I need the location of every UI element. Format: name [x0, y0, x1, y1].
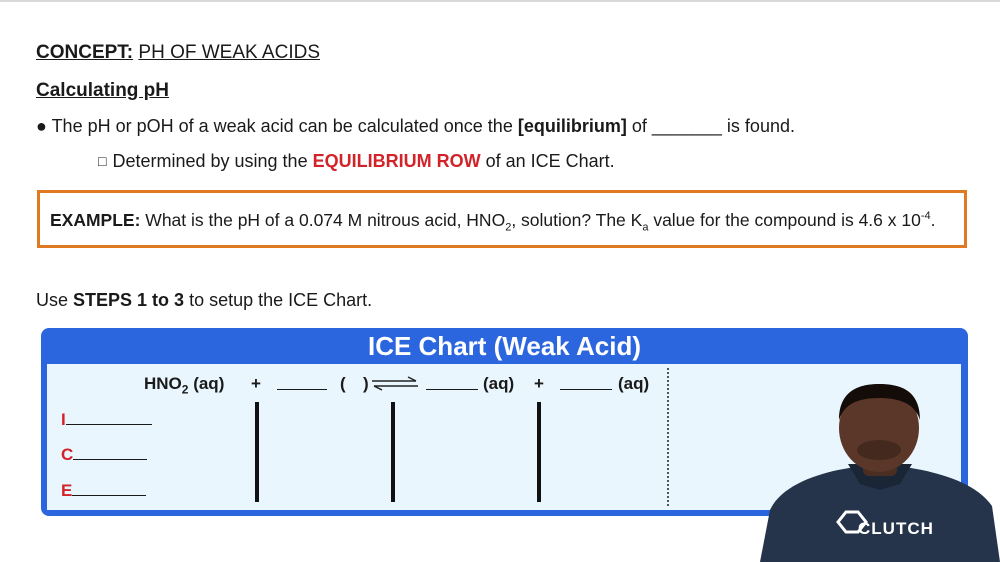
- section-subheading: Calculating pH: [36, 80, 170, 101]
- example-text: [50, 210, 936, 234]
- bullet-marker: ●: [36, 116, 47, 136]
- column-divider-1: [255, 402, 259, 502]
- row-change: [61, 445, 147, 465]
- product-1-blank: [426, 374, 478, 395]
- example-box: [37, 190, 967, 248]
- example-text-3: value for the compound is 4.6 x 10: [648, 210, 921, 230]
- equilibrium-row-highlight: EQUILIBRIUM ROW: [312, 151, 481, 171]
- bullet-point: [36, 116, 795, 137]
- product-2-blank: [560, 374, 612, 395]
- plus-sign-2: +: [534, 374, 544, 393]
- steps-suffix: to setup the ICE Chart.: [184, 290, 373, 310]
- concept-heading: [36, 42, 320, 64]
- reactant-subscript: 2: [181, 382, 189, 397]
- steps-bold: STEPS 1 to 3: [73, 290, 185, 310]
- equilibrium-arrows-icon: [370, 376, 420, 392]
- plus-sign-1: +: [251, 374, 261, 393]
- column-divider-2: [391, 402, 395, 502]
- clutch-logo-text: CLUTCH: [858, 519, 934, 538]
- product-1-state: (aq): [483, 374, 515, 393]
- example-sub-2: 2: [505, 221, 512, 234]
- reactant-formula: HNO: [144, 374, 182, 393]
- example-label: EXAMPLE:: [50, 210, 141, 230]
- checkbox-marker-icon: □: [98, 153, 107, 169]
- row-equilibrium-label: E: [61, 481, 73, 500]
- example-text-2: , solution? The K: [511, 210, 643, 230]
- concept-label: CONCEPT:: [36, 42, 134, 63]
- reactant-state: (aq): [188, 374, 225, 393]
- water-paren-close: ): [363, 374, 369, 393]
- ice-chart-title: ICE Chart (Weak Acid): [367, 331, 642, 361]
- reactant-label: [144, 374, 224, 396]
- row-change-label: C: [61, 445, 74, 464]
- example-text-1: What is the pH of a 0.074 M nitrous acid, HNO: [140, 210, 506, 230]
- sub-bullet-point: [98, 151, 615, 172]
- column-divider-3: [537, 402, 541, 502]
- row-equilibrium: [61, 481, 146, 501]
- sub-bullet-text-after: of an ICE Chart.: [480, 151, 615, 171]
- concept-title: PH OF WEAK ACIDS: [138, 42, 320, 63]
- dotted-divider: [667, 368, 669, 506]
- example-exponent: -4: [920, 210, 931, 223]
- water-blank: [277, 374, 327, 395]
- sub-bullet-text-before: Determined by using the: [112, 151, 313, 171]
- bullet-text-before: The pH or pOH of a weak acid can be calculated once the: [51, 116, 518, 136]
- top-divider: [0, 0, 1000, 2]
- product-2-state: (aq): [618, 374, 650, 393]
- steps-prefix: Use: [36, 290, 74, 310]
- example-sub-a: a: [642, 221, 649, 234]
- example-text-4: .: [930, 210, 936, 230]
- bullet-bold-term: [equilibrium]: [517, 116, 627, 136]
- row-initial-label: I: [61, 410, 66, 429]
- bullet-text-after: of _______ is found.: [626, 116, 795, 136]
- row-initial: [61, 410, 152, 430]
- steps-instruction: [36, 290, 372, 311]
- water-paren-open: (: [340, 374, 346, 393]
